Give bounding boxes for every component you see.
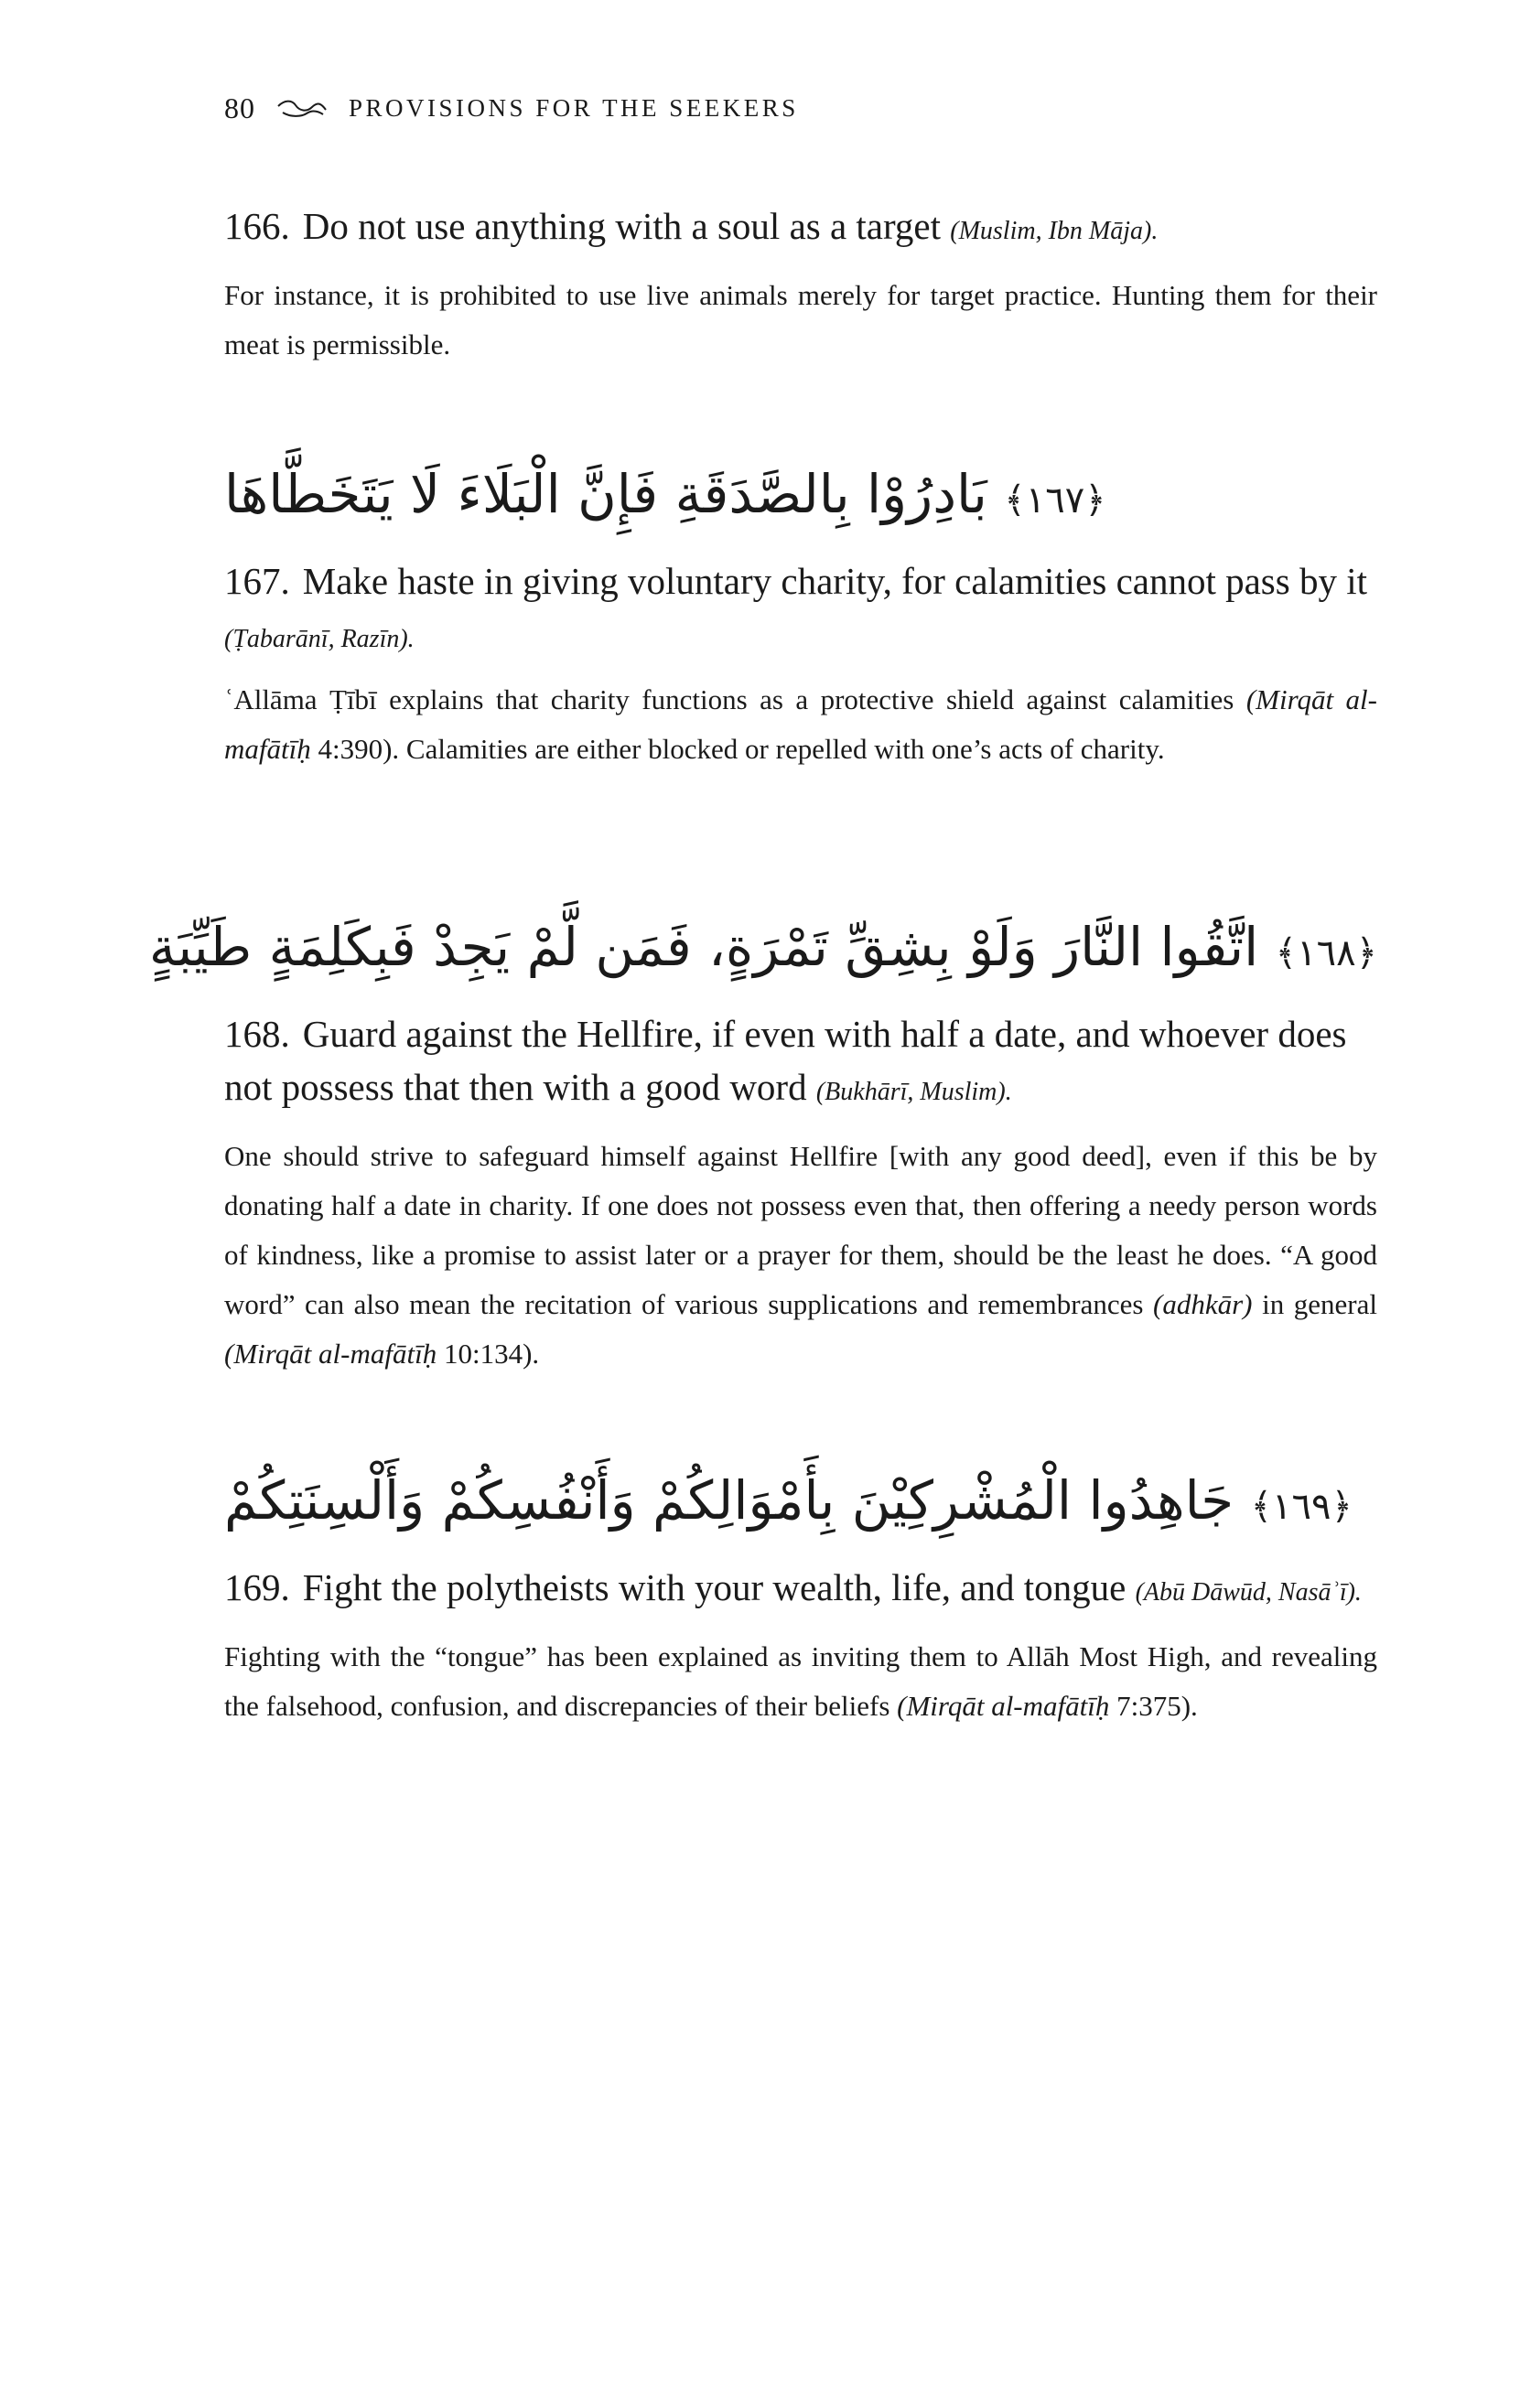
entry-title: Make haste in giving voluntary charity, for calamities cannot pass by it — [302, 560, 1368, 602]
entry-source: (Bukhārī, Muslim). — [815, 1078, 1012, 1106]
arabic-number: ﴿١٦٧﴾ — [1004, 479, 1106, 521]
entry-commentary: Fighting with the “tongue” has been explained as inviting them to Allāh Most High, and revealing the falsehood, confusion, and discrepancies of their beliefs (Mirqāt al-mafātīḥ 7:375). — [224, 1640, 1377, 1722]
entry-168 — [148, 906, 1378, 1379]
arabic-number: ﴿١٦٨﴾ — [1275, 932, 1377, 974]
entry-number: 167. — [224, 560, 290, 602]
entry-number: 169. — [224, 1566, 290, 1608]
arabic-text: بَادِرُوْا بِالصَّدَقَةِ فَإِنَّ الْبَلَاءَ لَا يَتَخَطَّاهَا — [224, 463, 987, 525]
page-number: 80 — [224, 91, 255, 124]
entry-commentary: ʿAllāma Ṭībī explains that charity functions as a protective shield against calamities (Mirqāt al-mafātīḥ 4:390). Calamities are either blocked or repelled with one’s acts of charity. — [224, 683, 1377, 765]
arabic-text: اتَّقُوا النَّارَ وَلَوْ بِشِقِّ تَمْرَةٍ، فَمَن لَّمْ يَجِدْ فَبِكَلِمَةٍ طَيِّبَةٍ — [148, 916, 1259, 978]
running-title: PROVISIONS FOR THE SEEKERS — [349, 94, 799, 122]
arabic-hadith — [148, 906, 1377, 994]
entry-166 — [224, 199, 1377, 370]
entry-heading — [224, 554, 1377, 666]
entry-number: 168. — [224, 1013, 290, 1055]
running-header — [224, 91, 1377, 125]
entry-heading — [224, 199, 1377, 258]
entry-169 — [224, 1459, 1377, 1731]
wave-ornament-icon — [275, 98, 329, 120]
entry-heading — [224, 1007, 1377, 1119]
entry-heading — [224, 1561, 1377, 1619]
entry-number: 166. — [224, 205, 290, 247]
arabic-text: جَاهِدُوا الْمُشْرِكِيْنَ بِأَمْوَالِكُمْ وَأَنْفُسِكُمْ وَأَلْسِنَتِكُمْ — [224, 1469, 1234, 1532]
entry-title: Guard against the Hellfire, if even with half a date, and whoever does not possess that then with a good word — [224, 1013, 1347, 1108]
arabic-hadith — [224, 453, 1377, 542]
arabic-number: ﴿١٦٩﴾ — [1250, 1486, 1353, 1528]
entry-title: Do not use anything with a soul as a target — [302, 205, 942, 247]
entry-commentary: One should strive to safeguard himself against Hellfire [with any good deed], even if this be by donating half a date in charity. If one does not possess even that, then offering a needy person words of kindness, like a promise to assist later or a prayer for them, should be the least he does. “A good word” can also mean the recitation of various supplications and remembrances (adhkār) in general (Mirqāt al-mafātīḥ 10:134). — [224, 1140, 1378, 1370]
entry-title: Fight the polytheists with your wealth, life, and tongue — [302, 1566, 1127, 1608]
entry-source: (Abū Dāwūd, Nasāʾī). — [1135, 1578, 1362, 1607]
entry-commentary: For instance, it is prohibited to use live animals merely for target practice. Hunting them for their meat is permissible. — [224, 279, 1377, 360]
arabic-hadith — [224, 1459, 1377, 1548]
entry-source: (Ṭabarānī, Razīn). — [224, 625, 415, 653]
entry-source: (Muslim, Ibn Māja). — [950, 217, 1159, 245]
entry-167 — [224, 453, 1377, 774]
